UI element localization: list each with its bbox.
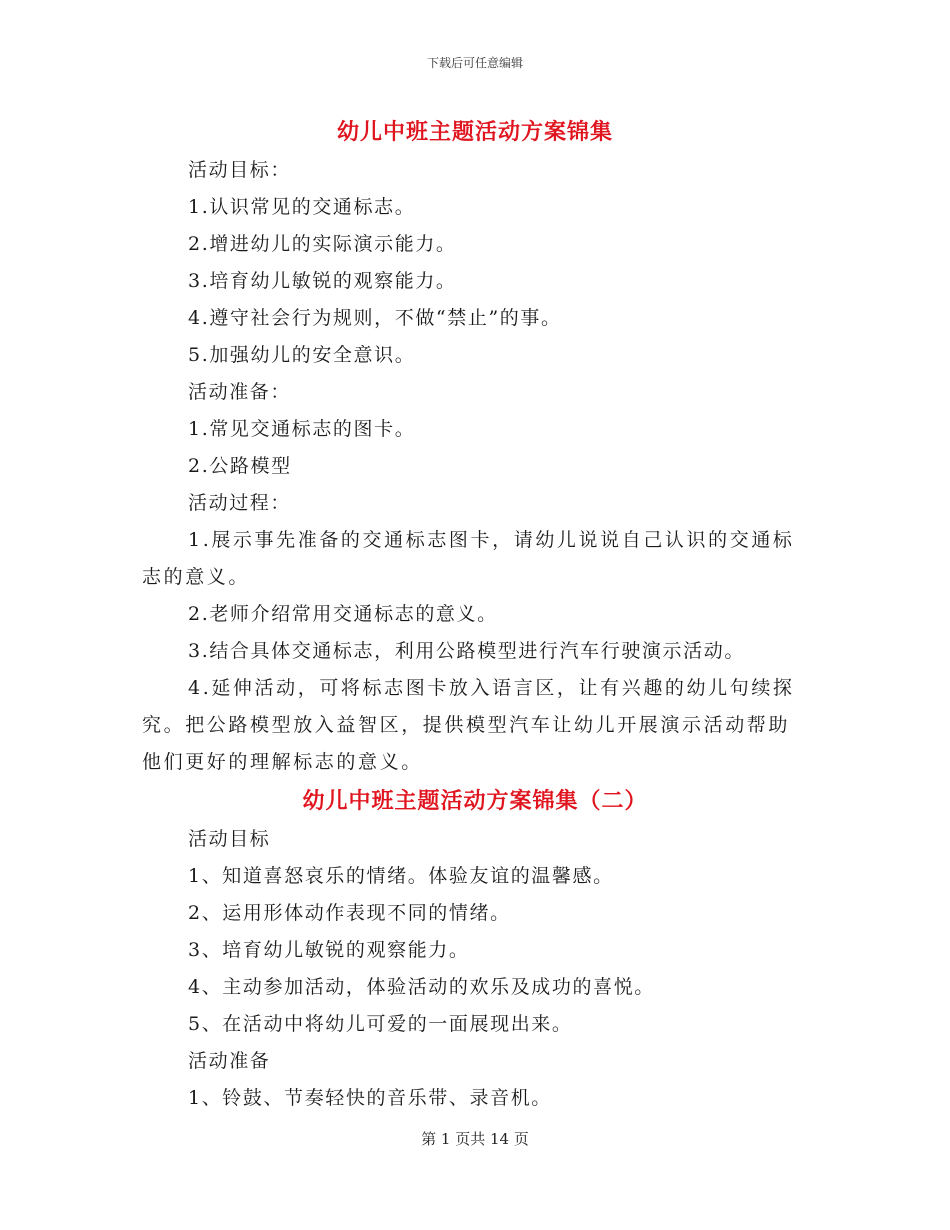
section2-prep-heading: 活动准备 <box>188 1050 271 1072</box>
section1-prep-heading: 活动准备： <box>188 381 292 403</box>
section1-process-4: 4.延伸活动，可将标志图卡放入语言区，让有兴趣的幼儿句续探究。把公路模型放入益智区，提供模型汽车让幼儿开展演示活动帮助他们更好的理解标志的意义。 <box>142 677 795 773</box>
document-body <box>142 112 808 1117</box>
section2-goal-1: 1、知道喜怒哀乐的情绪。体验友谊的温馨感。 <box>188 865 614 887</box>
page-footer: 第 1 页共 14 页 <box>421 1130 529 1148</box>
section1-process-1: 1.展示事先准备的交通标志图卡，请幼儿说说自己认识的交通标志的意义。 <box>142 529 795 588</box>
section2-goal-heading: 活动目标 <box>188 828 271 850</box>
section2-goal-3: 3、培育幼儿敏锐的观察能力。 <box>188 939 470 961</box>
section2-goal-5: 5、在活动中将幼儿可爱的一面展现出来。 <box>188 1013 573 1035</box>
section2-prep-1: 1、铃鼓、节奏轻快的音乐带、录音机。 <box>188 1087 552 1109</box>
section1-prep-2: 2.公路模型 <box>188 455 292 477</box>
section1-goal-5: 5.加强幼儿的安全意识。 <box>188 344 416 366</box>
section1-goal-heading: 活动目标： <box>188 159 292 181</box>
section1-title: 幼儿中班主题活动方案锦集 <box>336 119 613 145</box>
section1-process-2: 2.老师介绍常用交通标志的意义。 <box>188 603 498 625</box>
section1-process-3: 3.结合具体交通标志，利用公路模型进行汽车行驶演示活动。 <box>188 640 745 662</box>
section1-process-heading: 活动过程： <box>188 492 292 514</box>
section1-goal-2: 2.增进幼儿的实际演示能力。 <box>188 233 457 255</box>
section1-goal-1: 1.认识常见的交通标志。 <box>188 196 416 218</box>
section2-goal-2: 2、运用形体动作表现不同的情绪。 <box>188 902 511 924</box>
section2-goal-4: 4、主动参加活动，体验活动的欢乐及成功的喜悦。 <box>188 976 655 998</box>
section1-goal-4: 4.遵守社会行为规则，不做“禁止”的事。 <box>188 307 562 329</box>
page-header: 下载后可任意编辑 <box>426 56 523 70</box>
section1-goal-3: 3.培育幼儿敏锐的观察能力。 <box>188 270 457 292</box>
section1-prep-1: 1.常见交通标志的图卡。 <box>188 418 416 440</box>
section2-title: 幼儿中班主题活动方案锦集（二） <box>302 788 648 814</box>
